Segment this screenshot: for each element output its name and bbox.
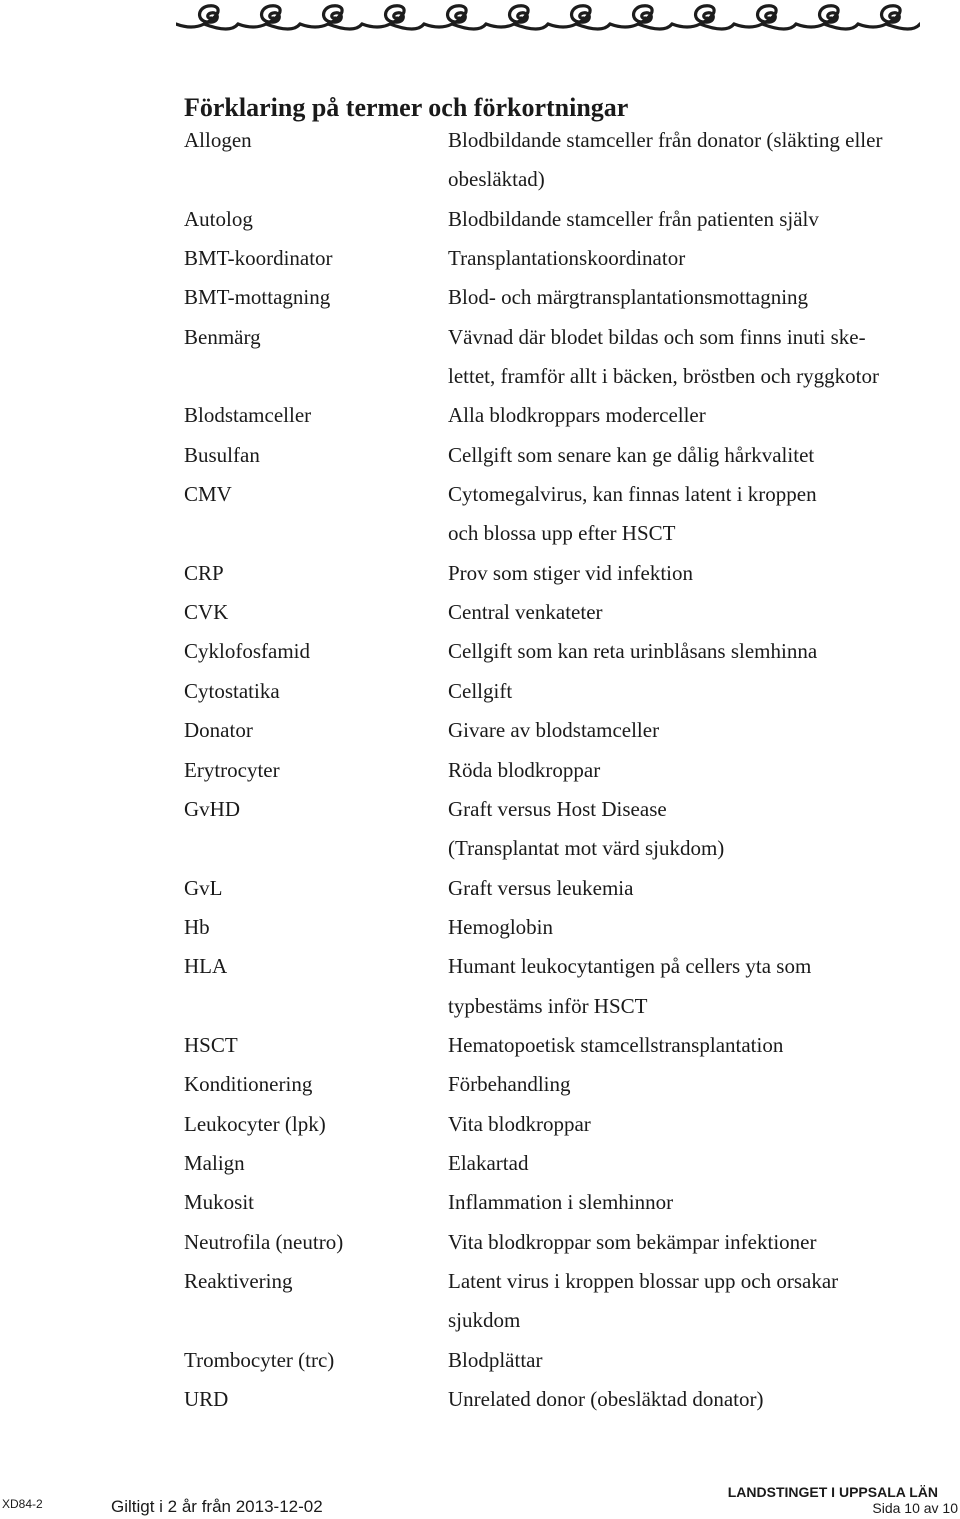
glossary-definition-line: Blod- och märgtransplantationsmottagning <box>448 285 809 310</box>
glossary-definition <box>448 1144 924 1183</box>
glossary-definition <box>448 790 924 869</box>
glossary-definition <box>448 1105 924 1144</box>
swirl-icon <box>238 6 300 29</box>
glossary-definition <box>448 1223 924 1262</box>
glossary-definition-line: Central venkateter <box>448 600 603 625</box>
glossary-definition-line: Vita blodkroppar som bekämpar infektioner <box>448 1229 817 1254</box>
glossary-term: Cytostatika <box>184 678 280 703</box>
glossary-entry <box>184 869 924 908</box>
swirl-icon <box>424 6 486 29</box>
glossary-definition <box>448 554 924 593</box>
glossary-entry <box>184 1341 924 1380</box>
glossary-entry <box>184 396 924 435</box>
glossary-entry <box>184 1183 924 1222</box>
glossary-definition-line: Förbehandling <box>448 1072 571 1097</box>
glossary-definition-line: Cellgift som senare kan ge dålig hårkvalitet <box>448 442 815 467</box>
glossary-term: Erytrocyter <box>184 757 280 782</box>
glossary-definition-line: Vita blodkroppar <box>448 1111 591 1136</box>
glossary-definition <box>448 711 924 750</box>
glossary-definition <box>448 1380 924 1419</box>
glossary-term: HSCT <box>184 1032 238 1057</box>
glossary-entry <box>184 1262 924 1341</box>
glossary-definition-line: (Transplantat mot värd sjukdom) <box>448 836 725 861</box>
glossary-entry <box>184 1065 924 1104</box>
glossary-definition-line: Latent virus i kroppen blossar upp och orsakar <box>448 1268 839 1293</box>
glossary-definition-line: Unrelated donor (obesläktad donator) <box>448 1387 764 1411</box>
footer-doc-code: XD84-2 <box>2 1497 43 1511</box>
glossary-definition-line: Hemoglobin <box>448 914 553 939</box>
glossary-definition <box>448 396 924 435</box>
glossary-entry <box>184 475 924 554</box>
glossary-definition-line: Röda blodkroppar <box>448 757 601 782</box>
footer-page-number: Sida 10 av 10 <box>872 1500 958 1516</box>
glossary-term: Reaktivering <box>184 1268 293 1293</box>
glossary-definition-line: obesläktad) <box>448 167 545 192</box>
glossary-definition <box>448 436 924 475</box>
glossary-entry <box>184 593 924 632</box>
glossary-entry <box>184 436 924 475</box>
glossary-entry <box>184 947 924 1026</box>
glossary-definition <box>448 200 924 239</box>
glossary-term: Neutrofila (neutro) <box>184 1229 344 1254</box>
swirl-border-icon <box>176 0 920 34</box>
glossary-term: Leukocyter (lpk) <box>184 1111 326 1136</box>
glossary-definition <box>448 632 924 671</box>
glossary-term: CVK <box>184 600 229 625</box>
swirl-icon <box>610 6 672 29</box>
glossary-entry <box>184 318 924 397</box>
glossary-definition <box>448 239 924 278</box>
glossary-definition-line: lettet, framför allt i bäcken, bröstben och ryggkotor <box>448 364 879 389</box>
glossary-definition-line: Vävnad där blodet bildas och som finns inuti ske- <box>448 324 866 349</box>
glossary-entry <box>184 1105 924 1144</box>
glossary-definition-line: Blodbildande stamceller från donator (släkting eller <box>448 128 883 152</box>
swirl-icon <box>486 6 548 29</box>
glossary-definition <box>448 475 924 554</box>
glossary-list <box>184 121 924 1419</box>
glossary-entry <box>184 1144 924 1183</box>
glossary-term: Allogen <box>184 128 252 152</box>
glossary-definition <box>448 1026 924 1065</box>
glossary-term: BMT-koordinator <box>184 246 333 271</box>
glossary-definition-line: Cellgift som kan reta urinblåsans slemhinna <box>448 639 818 664</box>
glossary-term: Hb <box>184 914 210 939</box>
glossary-definition-line: Graft versus leukemia <box>448 875 634 900</box>
glossary-definition-line: Blodplättar <box>448 1347 543 1372</box>
glossary-entry <box>184 278 924 317</box>
glossary-definition-line: Humant leukocytantigen på cellers yta som <box>448 954 812 979</box>
swirl-icon <box>176 6 238 29</box>
glossary-entry <box>184 554 924 593</box>
glossary-entry <box>184 632 924 671</box>
footer-organization: LANDSTINGET I UPPSALA LÄN <box>727 1484 938 1500</box>
glossary-definition <box>448 908 924 947</box>
swirl-icon <box>734 6 796 29</box>
glossary-term: CRP <box>184 560 224 585</box>
glossary-definition-line: sjukdom <box>448 1308 521 1333</box>
glossary-entry <box>184 672 924 711</box>
swirl-icon <box>858 6 920 29</box>
glossary-term: Blodstamceller <box>184 403 312 428</box>
glossary-term: Mukosit <box>184 1190 255 1215</box>
glossary-term: Benmärg <box>184 324 261 349</box>
glossary-definition-line: Cellgift <box>448 678 513 703</box>
glossary-definition-line: och blossa upp efter HSCT <box>448 521 676 546</box>
glossary-term: Malign <box>184 1150 245 1175</box>
glossary-term: Konditionering <box>184 1072 313 1097</box>
glossary-definition <box>448 869 924 908</box>
glossary-definition <box>448 1183 924 1222</box>
glossary-entry <box>184 1026 924 1065</box>
glossary-term: HLA <box>184 954 228 979</box>
glossary-entry <box>184 200 924 239</box>
glossary-definition <box>448 121 924 200</box>
glossary-definition <box>448 1262 924 1341</box>
glossary-definition-line: Prov som stiger vid infektion <box>448 560 693 585</box>
glossary-term: Busulfan <box>184 442 260 467</box>
glossary-definition <box>448 1341 924 1380</box>
glossary-entry <box>184 1223 924 1262</box>
glossary-entry <box>184 1380 924 1419</box>
glossary-entry <box>184 790 924 869</box>
glossary-definition-line: Inflammation i slemhinnor <box>448 1190 674 1215</box>
glossary-term: CMV <box>184 482 232 507</box>
glossary-entry <box>184 239 924 278</box>
glossary-term: URD <box>184 1387 229 1411</box>
glossary-definition-line: Graft versus Host Disease <box>448 796 667 821</box>
glossary-entry <box>184 121 924 200</box>
glossary-definition-line: Alla blodkroppars moderceller <box>448 403 706 428</box>
glossary-term: Cyklofosfamid <box>184 639 310 664</box>
glossary-definition-line: typbestäms inför HSCT <box>448 993 648 1018</box>
glossary-definition-line: Blodbildande stamceller från patienten själv <box>448 206 819 231</box>
glossary-definition <box>448 1065 924 1104</box>
glossary-definition <box>448 318 924 397</box>
page-title: Förklaring på termer och förkortningar <box>184 93 629 122</box>
glossary-entry <box>184 711 924 750</box>
swirl-icon <box>362 6 424 29</box>
footer-validity: Giltigt i 2 år från 2013-12-02 <box>111 1497 323 1516</box>
glossary-definition-line: Givare av blodstamceller <box>448 718 660 743</box>
glossary-definition-line: Cytomegalvirus, kan finnas latent i kroppen <box>448 482 817 507</box>
glossary-definition <box>448 672 924 711</box>
glossary-definition-line: Hematopoetisk stamcellstransplantation <box>448 1032 784 1057</box>
glossary-entry <box>184 751 924 790</box>
glossary-term: GvHD <box>184 796 240 821</box>
glossary-definition-line: Elakartad <box>448 1150 529 1175</box>
swirl-icon <box>548 6 610 29</box>
glossary-definition <box>448 278 924 317</box>
swirl-icon <box>672 6 734 29</box>
glossary-definition-line: Transplantationskoordinator <box>448 246 686 271</box>
glossary-term: Donator <box>184 718 253 743</box>
glossary-term: Trombocyter (trc) <box>184 1347 335 1372</box>
glossary-entry <box>184 908 924 947</box>
swirl-icon <box>796 6 858 29</box>
glossary-term: BMT-mottagning <box>184 285 331 310</box>
glossary-definition <box>448 593 924 632</box>
swirl-icon <box>300 6 362 29</box>
glossary-definition <box>448 947 924 1026</box>
glossary-term: GvL <box>184 875 223 900</box>
glossary-term: Autolog <box>184 206 253 231</box>
glossary-definition <box>448 751 924 790</box>
